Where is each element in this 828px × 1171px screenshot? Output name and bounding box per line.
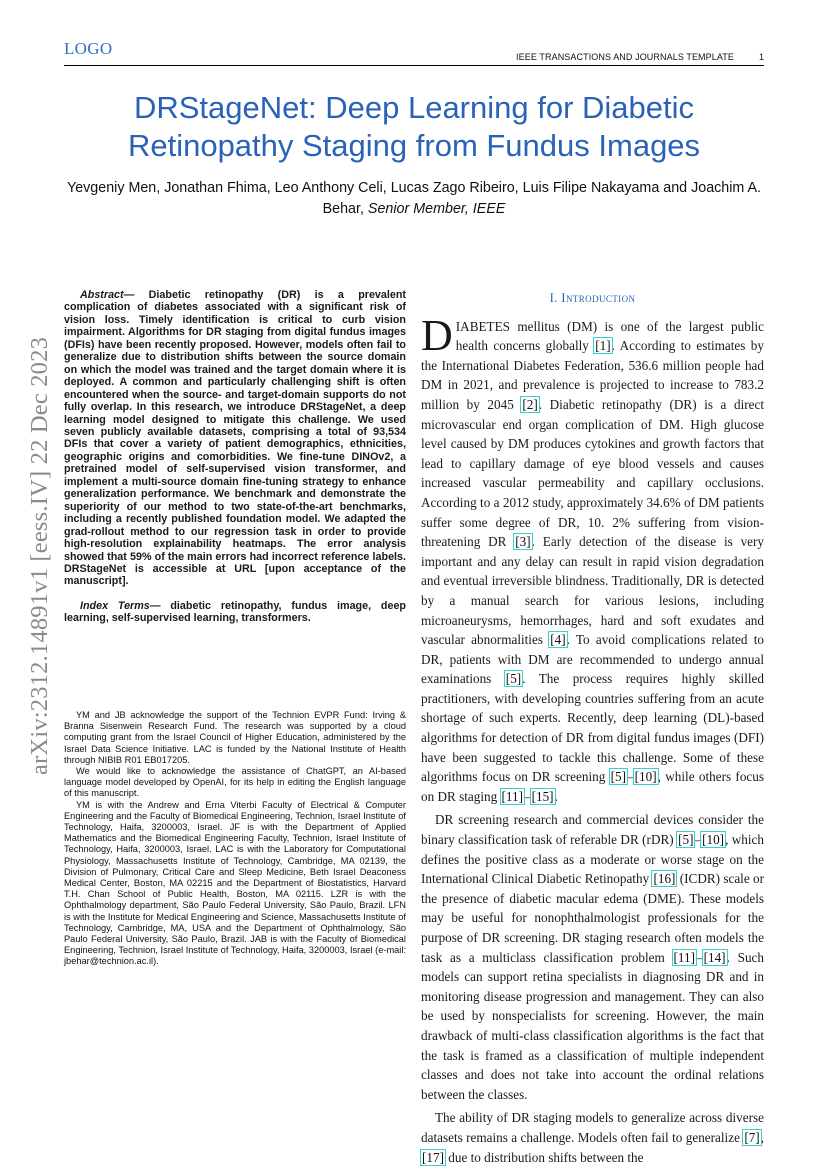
body-text: –	[694, 832, 702, 848]
citation-link[interactable]: [10]	[634, 769, 657, 785]
intro-paragraph-3	[421, 1108, 764, 1167]
citation-link[interactable]: [5]	[505, 671, 522, 687]
body-text: .	[554, 788, 558, 804]
body-text: , which defines the positive class as a moderate or worse stage on the International Clinical Diabetic Retinopathy	[421, 832, 765, 887]
running-head	[64, 50, 764, 66]
logo: LOGO	[64, 39, 113, 58]
para-runs	[421, 310, 765, 804]
footnote-acknowledgment: We would like to acknowledge the assistance of ChatGPT, an AI-based language model developed by OpenAI, for its help in editing the English language of this manuscript.	[64, 766, 406, 799]
body-text: ,	[760, 1129, 764, 1145]
arxiv-identifier: arXiv:2312.14891v1 [eess.IV] 22 Dec 2023	[26, 336, 53, 775]
body-text: . Diabetic retinopathy (DR) is a direct microvascular end organ complication of DM. High glucose level caused by DM produces cytokines and growth factors that lead to capillary damage of eye blood vessels and causes increased vascular permeability and capillary occlusions. According to a 2012 study, approximately 34.6% of DM patients suffer some degree of DR, 10. 2% suffering from vision-threatening DR	[421, 396, 765, 550]
body-text: –	[627, 769, 634, 785]
author-role: Senior Member, IEEE	[367, 201, 506, 217]
body-text: . According to estimates by the International Diabetes Federation, 536.6 million people had DM in 2021, and prevalence is projected to increase to 783.2 million by 2045	[421, 338, 764, 412]
citation-link[interactable]: [17]	[422, 1149, 444, 1165]
section-heading-introduction	[421, 288, 764, 309]
footnotes	[64, 710, 406, 968]
intro-paragraph-2	[421, 810, 764, 1104]
page-number: 1	[758, 52, 764, 62]
citation-link[interactable]: [5]	[678, 832, 694, 848]
citation-link[interactable]: [14]	[703, 949, 726, 965]
body-text: –	[523, 788, 531, 804]
footnote-funding: YM and JB acknowledge the support of the Technion EVPR Fund: Irving & Branna Sisenwein Research Fund. The research was supported by a cloud computing grant from the Israel Council of Higher Education, administered by the Israel Data Science Initiative. LAC is funded by the National Institute of Health through NIBIB R01 EB017205.	[64, 710, 406, 765]
index-terms-text: — diabetic retinopathy, fundus image, deep learning, self-supervised learning, transformers.	[64, 599, 406, 625]
citation-link[interactable]: [2]	[522, 396, 538, 412]
para-runs	[421, 1110, 764, 1164]
abstract-text: — Diabetic retinopathy (DR) is a prevalent complication of diabetes associated with a significant risk of vision loss. Timely identification is critical to curb vision impairment. Algorithms for DR staging from digital fundus images (DFIs) have been recently proposed. However, models often fail to generalize due to distribution shifts between the source domain on which the model was trained and the target domain where it is deployed. A common and particularly challenging shift is often encountered when the source- and target-domain supports do not fully overlap. In this research, we introduce DRStageNet, a deep learning model designed to mitigate this challenge. We used seven publicly available datasets, comprising a total of 93,534 DFIs that cover a variety of patient demographics, ethnicities, geographic origins and comorbidities. We fine-tune DINOv2, a pretrained model of self-supervised vision transformer, and implement a multi-source domain fine-tuning strategy to enhance generalization performance. We benchmark and demonstrate the superiority of our method to two state-of-the-art benchmarks, including a recently published foundation model. We adapted the grad-rollout method to our regression task in order to provide high-resolution explainability heatmaps. The error analysis showed that 59% of the main errors had incorrect reference labels. DRStageNet is accessible at URL [upon acceptance of the manuscript].	[64, 289, 406, 588]
body-text: . To avoid complications related to DR, patients with DM are recommended to undergo annual examinations	[421, 632, 764, 687]
right-column	[421, 288, 764, 1171]
index-terms-lead: Index Terms	[80, 599, 150, 612]
abstract	[64, 289, 406, 588]
left-column	[64, 289, 406, 625]
author-names: Yevgeniy Men, Jonathan Fhima, Leo Anthony Celi, Lucas Zago Ribeiro, Luis Filipe Nakayama and Joachim A. Behar,	[66, 180, 762, 217]
journal-name: IEEE TRANSACTIONS AND JOURNALS TEMPLATE	[516, 52, 734, 62]
citation-link[interactable]: [15]	[531, 788, 554, 804]
section-title: Introduction	[561, 290, 636, 305]
author-list	[64, 178, 764, 220]
body-text: . Such models can support retina specialists in diagnosing DR and in monitoring disease progression and management. They can also be used by nonspecialists for screening. However, the main drawback of multi-class classification algorithms is the fact that the task is framed as a classification of multiple independent classes and does not take into account the ordinal relations between the classes.	[421, 949, 764, 1102]
body-text: IABETES mellitus (DM) is one of the largest public health concerns globally	[455, 318, 764, 354]
para-runs	[421, 812, 764, 1101]
citation-link[interactable]: [7]	[744, 1129, 760, 1145]
body-text: The ability of DR staging models to generalize across diverse datasets remains a challenge. Models often fail to generalize	[421, 1110, 764, 1145]
intro-paragraph-1	[421, 310, 765, 807]
citation-link[interactable]: [16]	[653, 871, 676, 887]
footnote-affiliations: YM is with the Andrew and Erna Viterbi Faculty of Electrical & Computer Engineering and the Faculty of Biomedical Engineering, Technion, Israel Institute of Technology, Haifa, 3200003, Israel. JF is with the Department of Applied Mathematics and the Biomedical Engineering Faculty, Technion, Israel Institute of Technology, Haifa, 3200003, Israel. LAC is with the Laboratory for Computational Physiology, Massachusetts Institute of Technology, Cambridge, MA 02139, the Division of Pulmonary, Critical Care and Sleep Medicine, Beth Israel Deaconess Medical Center, Boston, MA 02215 and the Department of Biostatistics, Harvard T.H. Chan School of Public Health, Boston, MA 02115. LZR is with the Ophthalmology department, São Paulo Federal University, São Paulo, Brazil. LFN is with the Institute for Medical Engineering and Science, Massachusetts Institute of Technology, Cambridge, MA, USA and the Department of Ophthalmology, São Paulo Federal University, São Paulo, Brazil. JAB is with the Faculty of Biomedical Engineering, Technion, Israel Institute of Technology, Haifa, 3200003, Israel (e-mail: jbehar@technion.ac.il).	[64, 799, 406, 967]
citation-link[interactable]: [11]	[673, 949, 695, 965]
citation-link[interactable]: [1]	[595, 338, 611, 354]
citation-link[interactable]: [3]	[515, 534, 531, 550]
body-text: (ICDR) scale or the presence of diabetic macular edema (DME). These models may be useful for nonophthalmologist professionals for the purpose of DR screening. DR staging research often models the task as a multiclass classification problem	[421, 871, 764, 965]
body-text: –	[696, 949, 703, 965]
citation-link[interactable]: [10]	[702, 832, 725, 848]
body-text: , while others focus on DR staging	[421, 769, 764, 804]
citation-link[interactable]: [5]	[610, 769, 627, 785]
body-text: DR screening research and commercial devices consider the binary classification task of referable DR (rDR)	[421, 812, 764, 848]
section-number: I.	[549, 291, 562, 305]
drop-cap: D	[421, 310, 453, 360]
body-text: . The process requires highly skilled practitioners, with developing countries suffering from an acute shortage of such experts. Recently, deep learning (DL)-based algorithms for detection of DR from digital fundus images (DFI) have been suggested to tackle this challenge. Some of these algorithms focus on DR screening	[421, 671, 764, 785]
citation-link[interactable]: [4]	[550, 632, 566, 648]
paper-title: DRStageNet: Deep Learning for Diabetic Retinopathy Staging from Fundus Images	[127, 90, 701, 163]
citation-link[interactable]: [11]	[501, 788, 523, 804]
body-text: due to distribution shifts between the	[444, 1149, 644, 1165]
body-text: . Early detection of the disease is very important and any delay can result in rapid vision degradation and eventual irreversible blindness. Traditionally, DR is detected by a manual search for various lesions, including microaneurysms, hemorrhages, hard and soft exudates and vascular abnormalities	[421, 534, 765, 648]
index-terms	[64, 600, 406, 625]
abstract-lead: Abstract	[80, 289, 124, 301]
